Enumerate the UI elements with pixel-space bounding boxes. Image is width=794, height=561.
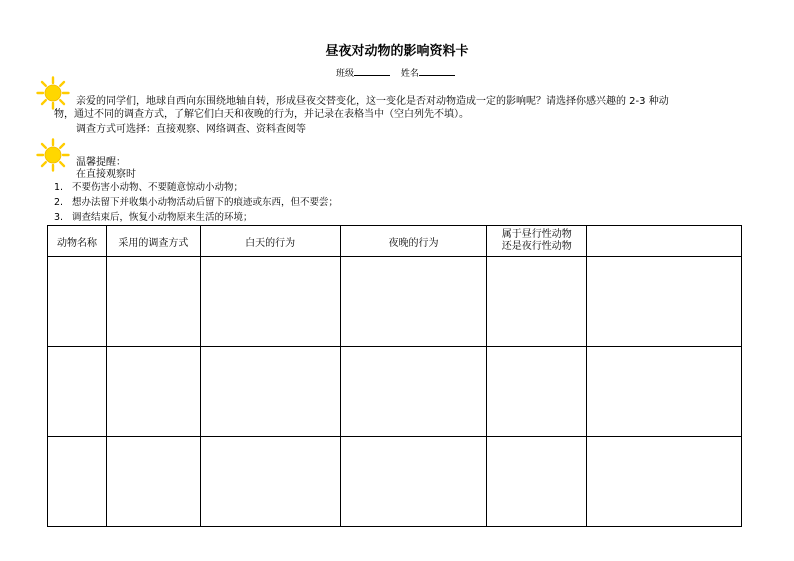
tip-text: 想办法留下并收集小动物活动后留下的痕迹或东西，但不要尝； <box>72 197 339 208</box>
table-cell[interactable] <box>106 347 200 437</box>
header-animal-name: 动物名称 <box>48 226 107 257</box>
header-blank-column <box>587 226 742 257</box>
tip-text: 不要伤害小动物、不要随意惊动小动物； <box>72 182 244 193</box>
tip-item <box>54 196 338 209</box>
header-nocturnal-line: 还是夜行性动物 <box>501 241 572 252</box>
tip-item <box>54 181 243 194</box>
table-cell[interactable] <box>200 437 340 527</box>
intro-line-2: 物，通过不同的调查方式，了解它们白天和夜晚的行为，并记录在表格当中（空白列先不填）。 <box>54 109 469 120</box>
tip-number: 1. <box>54 182 64 193</box>
record-table <box>47 225 742 527</box>
page-title: 昼夜对动物的影响资料卡 <box>325 44 469 59</box>
table-cell[interactable] <box>487 437 587 527</box>
table-cell[interactable] <box>487 257 587 347</box>
table-cell[interactable] <box>48 437 107 527</box>
class-label: 班级 <box>336 69 355 79</box>
table-cell[interactable] <box>587 437 742 527</box>
name-label: 姓名 <box>400 69 419 79</box>
table-cell[interactable] <box>106 437 200 527</box>
table-header-row <box>48 226 742 257</box>
table-cell[interactable] <box>587 347 742 437</box>
header-night-behavior: 夜晚的行为 <box>340 226 487 257</box>
table-cell[interactable] <box>48 257 107 347</box>
tip-item <box>54 211 253 224</box>
table-cell[interactable] <box>587 257 742 347</box>
table-cell[interactable] <box>340 257 487 347</box>
table-cell[interactable] <box>340 437 487 527</box>
sun-icon <box>36 138 70 172</box>
intro-line-1: 亲爱的同学们，地球自西向东围绕地轴自转，形成昼夜交替变化，这一变化是否对动物造成一定的影响呢？请选择你感兴趣的 2-3 种动 <box>76 96 669 107</box>
student-info <box>336 66 463 79</box>
intro-line-3: 调查方式可选择：直接观察、网络调查、资料查阅等 <box>76 124 306 135</box>
tip-number: 3. <box>54 212 64 223</box>
tip-number: 2. <box>54 197 64 208</box>
table-cell[interactable] <box>487 347 587 437</box>
table-cell[interactable] <box>200 257 340 347</box>
table-cell[interactable] <box>106 257 200 347</box>
table-row <box>48 257 742 347</box>
table-row <box>48 437 742 527</box>
header-day-behavior: 白天的行为 <box>200 226 340 257</box>
tips-subheading: 在直接观察时 <box>76 169 136 180</box>
tips-heading: 温馨提醒： <box>76 157 126 168</box>
table-cell[interactable] <box>48 347 107 437</box>
sun-icon <box>36 76 70 110</box>
table-cell[interactable] <box>340 347 487 437</box>
tip-text: 调查结束后，恢复小动物原来生活的环境； <box>72 212 253 223</box>
header-diurnal-nocturnal <box>487 226 587 257</box>
name-blank[interactable] <box>419 66 455 76</box>
table-cell[interactable] <box>200 347 340 437</box>
table-row <box>48 347 742 437</box>
header-survey-method: 采用的调查方式 <box>106 226 200 257</box>
header-diurnal-line: 属于昼行性动物 <box>501 229 572 240</box>
class-blank[interactable] <box>354 66 390 76</box>
